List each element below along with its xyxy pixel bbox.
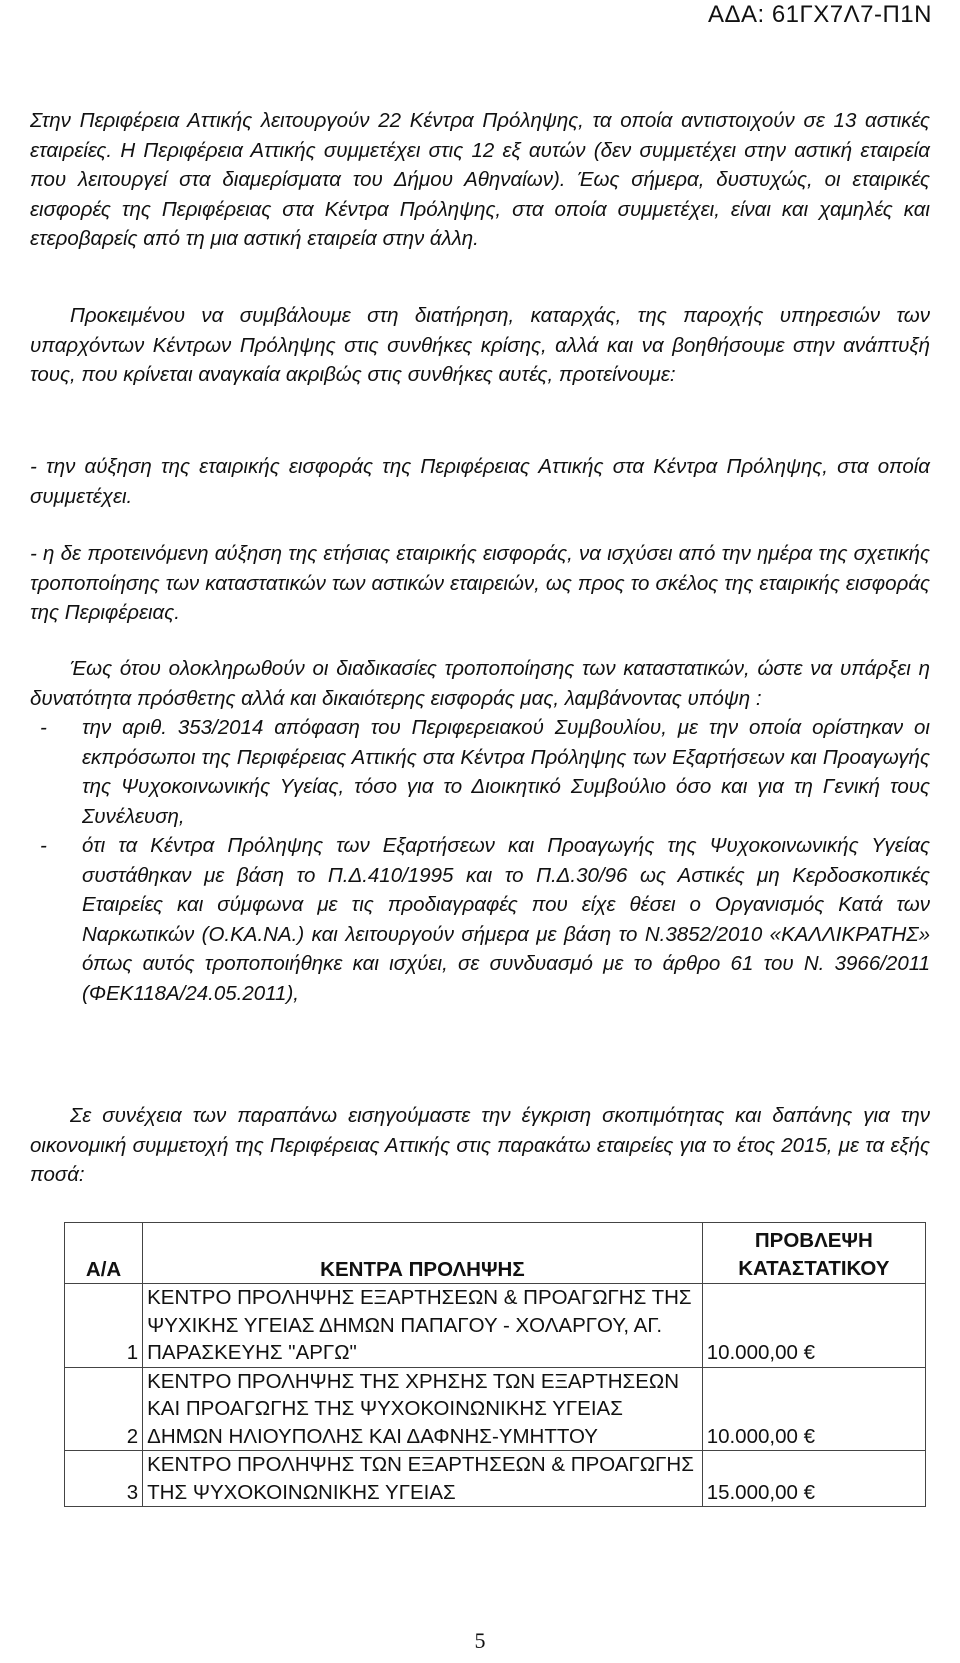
- list-dash: -: [40, 834, 47, 857]
- table-row: [65, 1284, 926, 1368]
- page-number: 5: [474, 1628, 486, 1653]
- table-row: [65, 1367, 926, 1451]
- row-number: 3: [65, 1451, 143, 1507]
- list-dash: -: [40, 716, 47, 739]
- column-header-centers: ΚΕΝΤΡΑ ΠΡΟΛΗΨΗΣ: [143, 1223, 703, 1284]
- list-item: [30, 831, 930, 1008]
- table-header-row: [65, 1223, 926, 1284]
- column-header-provision: ΠΡΟΒΛΕΨΗ ΚΑΤΑΣΤΑΤΙΚΟΥ: [702, 1223, 925, 1284]
- row-center-name: ΚΕΝΤΡΟ ΠΡΟΛΗΨΗΣ ΕΞΑΡΤΗΣΕΩΝ & ΠΡΟΑΓΩΓΗΣ ΤΗΣ ΨΥΧΙΚΗΣ ΥΓΕΙΑΣ ΔΗΜΩΝ ΠΑΠΑΓΟΥ - ΧΟΛΑΡΓΟΥ, ΑΓ. ΠΑΡΑΣΚΕΥΗΣ "ΑΡΓΩ": [143, 1284, 703, 1368]
- row-center-name: ΚΕΝΤΡΟ ΠΡΟΛΗΨΗΣ ΤΗΣ ΧΡΗΣΗΣ ΤΩΝ ΕΞΑΡΤΗΣΕΩΝ ΚΑΙ ΠΡΟΑΓΩΓΗΣ ΤΗΣ ΨΥΧΟΚΟΙΝΩΝΙΚΗΣ ΥΓΕΙΑΣ ΔΗΜΩΝ ΗΛΙΟΥΠΟΛΗΣ ΚΑΙ ΔΑΦΝΗΣ-ΥΜΗΤΤΟΥ: [143, 1367, 703, 1451]
- list-item: [30, 713, 930, 831]
- paragraph-proposal-increase: - την αύξηση της εταιρικής εισφοράς της Περιφέρειας Αττικής στα Κέντρα Πρόληψης, στα οποία συμμετέχει.: [30, 455, 930, 508]
- list-item-text: την αριθ. 353/2014 απόφαση του Περιφερειακού Συμβουλίου, με την οποία ορίστηκαν οι εκπρόσωποι της Περιφέρειας Αττικής στα Κέντρα Πρόληψης των Εξαρτήσεων και Προαγωγής της Ψυχοκοινωνικής Υγείας, τόσο για το Διοικητικό Συμβούλιο όσο και για τη Γενική τους Συνέλευση,: [82, 716, 930, 828]
- considering-lead: Έως ότου ολοκληρωθούν οι διαδικασίες τροποποίησης των καταστατικών, ώστε να υπάρξει η δυνατότητα πρόσθετης αλλά και δικαιότερης εισφοράς μας, λαμβάνοντας υπόψη :: [30, 657, 930, 710]
- row-number: 2: [65, 1367, 143, 1451]
- considering-list: [30, 713, 930, 1008]
- paragraph-proposal-effective: - η δε προτεινόμενη αύξηση της ετήσιας εταιρικής εισφοράς, να ισχύσει από την ημέρα της σχετικής τροποποίησης των καταστατικών των αστικών εταιρειών, ως προς το σκέλος της εταιρικής εισφοράς της Περιφέρειας.: [30, 542, 930, 624]
- paragraph-regions-centers: Στην Περιφέρεια Αττικής λειτουργούν 22 Κέντρα Πρόληψης, τα οποία αντιστοιχούν σε 13 αστικές εταιρείες. Η Περιφέρεια Αττικής συμμετέχει στις 12 εξ αυτών (δεν συμμετέχει στην αστική εταιρεία που λειτουργεί στα διαμερίσματα του Δήμου Αθηναίων). Έως σήμερα, δυστυχώς, οι εταιρικές εισφορές της Περιφέρειας στα Κέντρα Πρόληψης, στα οποία συμμετέχει, είναι και χαμηλές και ετεροβαρείς από τη μια αστική εταιρεία στην άλλη.: [30, 109, 930, 250]
- list-item-text: ότι τα Κέντρα Πρόληψης των Εξαρτήσεων και Προαγωγής της Ψυχοκοινωνικής Υγείας συστάθηκαν με βάση το Π.Δ.410/1995 και το Π.Δ.30/96 ως Αστικές μη Κερδοσκοπικές Εταιρείες και σύμφωνα με τις προδιαγραφές που είχε θέσει ο Οργανισμός Κατά των Ναρκωτικών (Ο.ΚΑ.ΝΑ.) και λειτουργούν σήμερα με βάση το Ν.3852/2010 «ΚΑΛΛΙΚΡΑΤΗΣ» όπως αυτός τροποποιήθηκε και ισχύει, σε συνδυασμό με το άρθρο 61 του Ν. 3966/2011 (ΦΕΚ118Α/24.05.2011),: [82, 834, 930, 1005]
- row-amount: 15.000,00 €: [702, 1451, 925, 1507]
- column-header-aa: Α/Α: [65, 1223, 143, 1284]
- ada-code: ΑΔΑ: 61ΓΧ7Λ7-Π1Ν: [707, 1, 932, 28]
- row-number: 1: [65, 1284, 143, 1368]
- paragraph-approval: Σε συνέχεια των παραπάνω εισηγούμαστε την έγκριση σκοπιμότητας και δαπάνης για την οικονομική συμμετοχή της Περιφέρειας Αττικής στις παρακάτω εταιρείες για το έτος 2015, με τα εξής ποσά:: [30, 1104, 930, 1186]
- row-center-name: ΚΕΝΤΡΟ ΠΡΟΛΗΨΗΣ ΤΩΝ ΕΞΑΡΤΗΣΕΩΝ & ΠΡΟΑΓΩΓΗΣ ΤΗΣ ΨΥΧΟΚΟΙΝΩΝΙΚΗΣ ΥΓΕΙΑΣ: [143, 1451, 703, 1507]
- prevention-centers-table: [64, 1222, 926, 1507]
- paragraph-considering: [30, 654, 930, 1008]
- row-amount: 10.000,00 €: [702, 1284, 925, 1368]
- paragraph-proposal-intro: Προκειμένου να συμβάλουμε στη διατήρηση, καταρχάς, της παροχής υπηρεσιών των υπαρχόντων Κέντρων Πρόληψης στις συνθήκες κρίσης, αλλά και να βοηθήσουμε στην ανάπτυξή τους, που κρίνεται αναγκαία ακριβώς στις συνθήκες αυτές, προτείνουμε:: [30, 304, 930, 386]
- table-row: [65, 1451, 926, 1507]
- row-amount: 10.000,00 €: [702, 1367, 925, 1451]
